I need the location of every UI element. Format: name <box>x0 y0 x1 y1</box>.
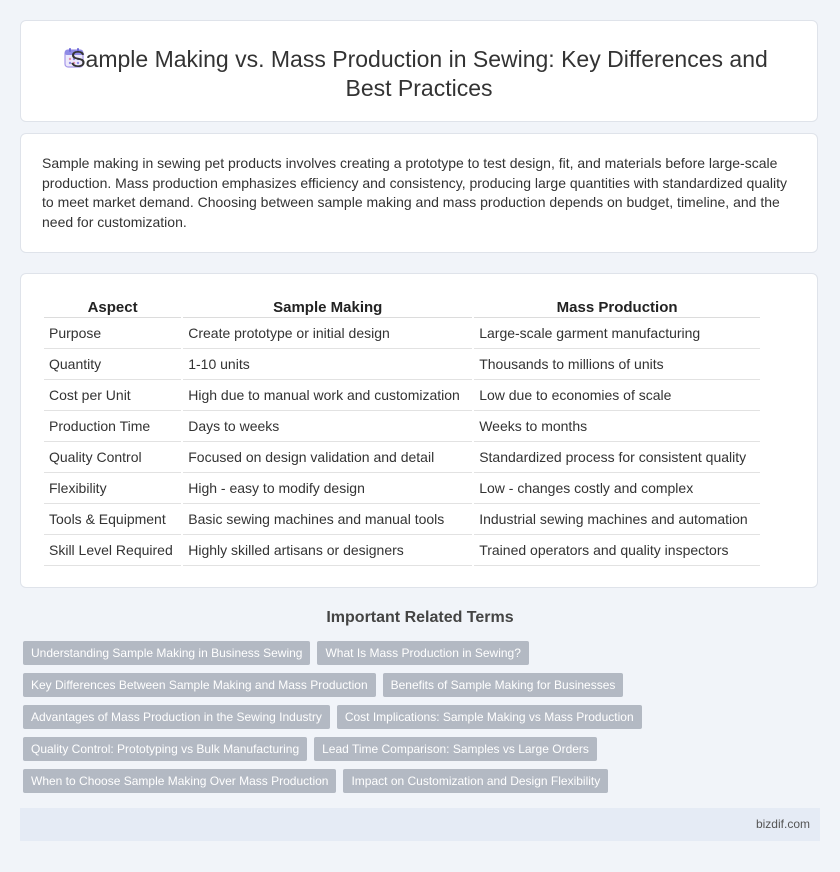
footer-bar <box>20 808 820 841</box>
related-terms-title: Important Related Terms <box>326 609 514 626</box>
intro-card <box>20 133 818 253</box>
table-cell: Industrial sewing machines and automation <box>474 504 760 535</box>
table-cell: Days to weeks <box>183 411 472 442</box>
table-cell: Focused on design validation and detail <box>183 442 472 473</box>
related-term-chip[interactable]: Quality Control: Prototyping vs Bulk Manufacturing <box>23 737 307 761</box>
related-term-chip[interactable]: Benefits of Sample Making for Businesses <box>383 673 624 697</box>
related-term-chip[interactable]: Key Differences Between Sample Making and Mass Production <box>23 673 376 697</box>
table-cell: Large-scale garment manufacturing <box>474 318 760 349</box>
chip-row <box>23 769 823 793</box>
table-row <box>44 349 760 380</box>
table-cell: Purpose <box>44 318 181 349</box>
table-cell: Tools & Equipment <box>44 504 181 535</box>
chip-row <box>23 705 823 729</box>
table-row <box>44 504 760 535</box>
chip-row <box>23 673 823 697</box>
related-term-chip[interactable]: Advantages of Mass Production in the Sewing Industry <box>23 705 330 729</box>
intro-paragraph: Sample making in sewing pet products involves creating a prototype to test design, fit, and materials before large-scale production. Mass production emphasizes efficiency and consistency, producing large quantities with standardized quality to meet market demand. Choosing between sample making and mass production depends on budget, timeline, and the need for customization. <box>42 155 788 230</box>
table-cell: Low - changes costly and complex <box>474 473 760 504</box>
table-cell: 1-10 units <box>183 349 472 380</box>
table-cell: Flexibility <box>44 473 181 504</box>
table-row <box>44 473 760 504</box>
table-cell: High due to manual work and customization <box>183 380 472 411</box>
related-term-chip[interactable]: Lead Time Comparison: Samples vs Large Orders <box>314 737 597 761</box>
table-cell: Highly skilled artisans or designers <box>183 535 472 566</box>
related-term-chip[interactable]: Cost Implications: Sample Making vs Mass Production <box>337 705 642 729</box>
chip-row <box>23 641 823 665</box>
table-cell: Standardized process for consistent quality <box>474 442 760 473</box>
column-header-mass-production: Mass Production <box>474 297 760 318</box>
table-cell: Quantity <box>44 349 181 380</box>
comparison-table <box>42 297 762 566</box>
table-row <box>44 318 760 349</box>
table-cell: Thousands to millions of units <box>474 349 760 380</box>
chip-row <box>23 737 823 761</box>
table-header-row <box>44 297 760 318</box>
related-term-chip[interactable]: Impact on Customization and Design Flexibility <box>343 769 608 793</box>
table-row <box>44 535 760 566</box>
table-cell: High - easy to modify design <box>183 473 472 504</box>
table-cell: Low due to economies of scale <box>474 380 760 411</box>
table-cell: Trained operators and quality inspectors <box>474 535 760 566</box>
table-cell: Weeks to months <box>474 411 760 442</box>
related-terms-list <box>23 641 823 801</box>
comparison-card <box>20 273 818 588</box>
table-row <box>44 380 760 411</box>
footer-site-link[interactable]: bizdif.com <box>755 817 810 831</box>
table-cell: Basic sewing machines and manual tools <box>183 504 472 535</box>
table-row <box>44 411 760 442</box>
table-cell: Skill Level Required <box>44 535 181 566</box>
related-term-chip[interactable]: What Is Mass Production in Sewing? <box>317 641 528 665</box>
table-cell: Production Time <box>44 411 181 442</box>
table-cell: Create prototype or initial design <box>183 318 472 349</box>
related-term-chip[interactable]: When to Choose Sample Making Over Mass Production <box>23 769 336 793</box>
table-row <box>44 442 760 473</box>
table-cell: Cost per Unit <box>44 380 181 411</box>
header-card <box>20 20 818 122</box>
column-header-aspect: Aspect <box>44 297 181 318</box>
page-title: Sample Making vs. Mass Production in Sewing: Key Differences and Best Practices <box>70 46 768 101</box>
column-header-sample-making: Sample Making <box>183 297 472 318</box>
table-cell: Quality Control <box>44 442 181 473</box>
related-term-chip[interactable]: Understanding Sample Making in Business Sewing <box>23 641 310 665</box>
